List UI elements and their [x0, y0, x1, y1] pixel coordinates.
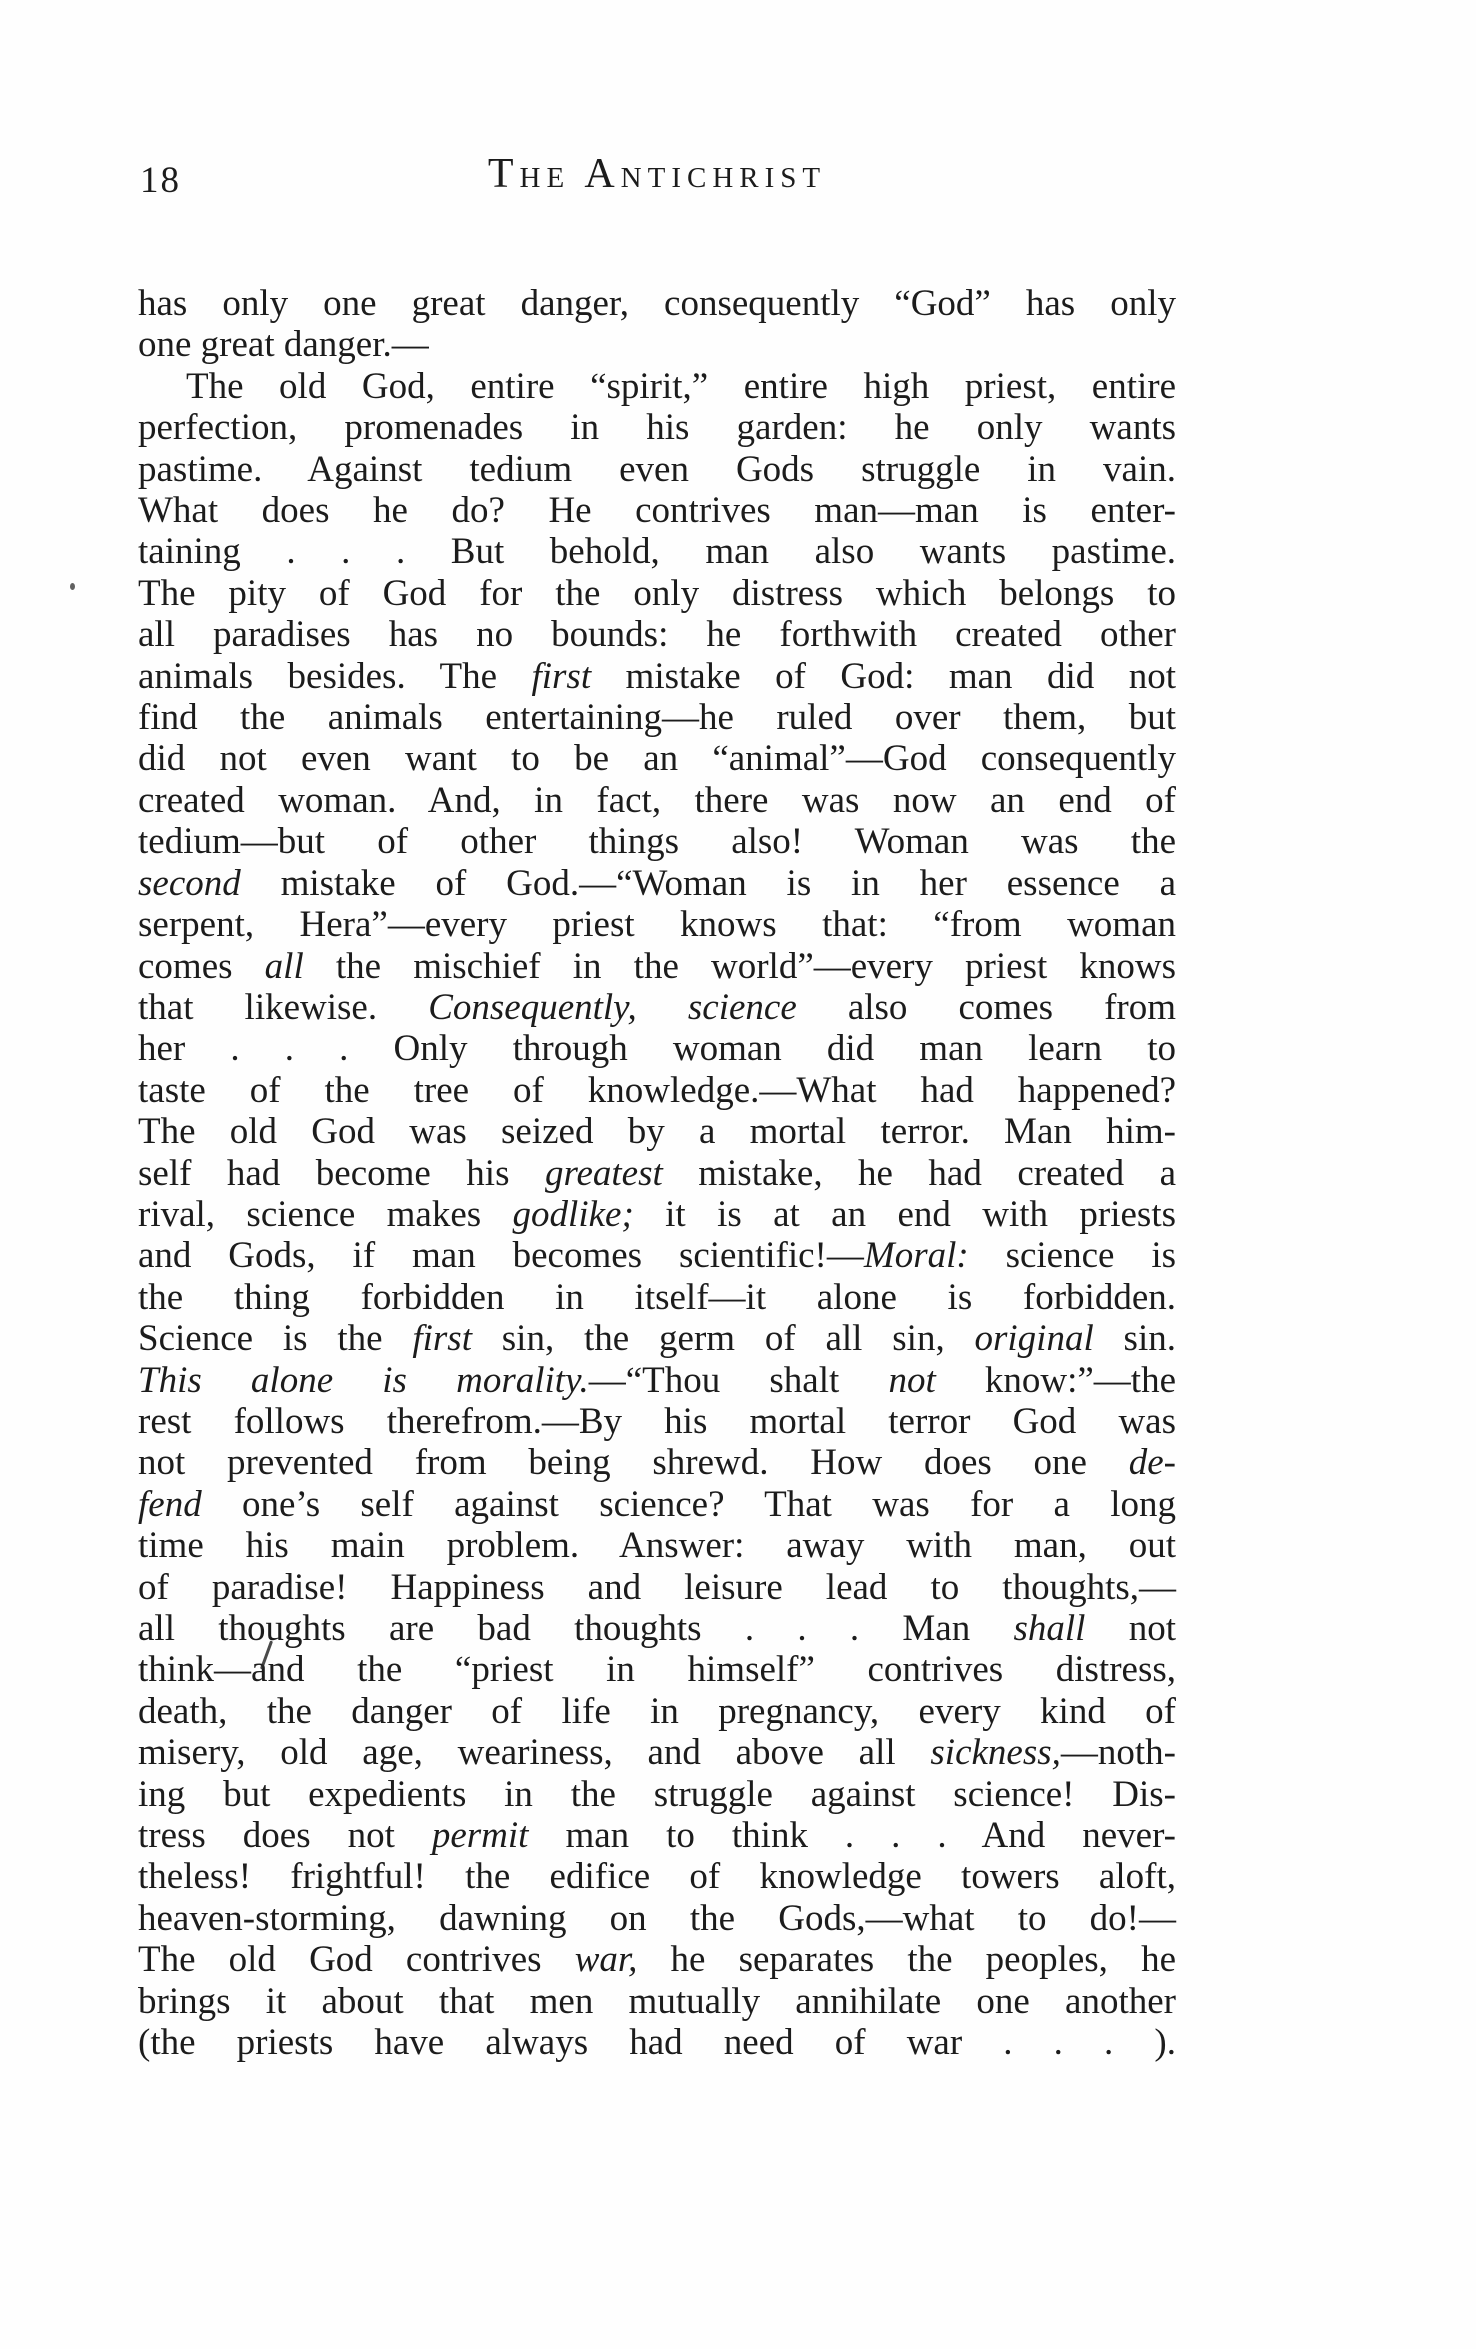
text-line: think—and the “priest in himself” contrives distress, — [138, 1649, 1176, 1691]
text-line: rival, science makes godlike; it is at an end with priests — [138, 1193, 1176, 1235]
text-line: second mistake of God.—“Woman is in her essence a — [138, 862, 1176, 904]
text-line: created woman. And, in fact, there was now an end of — [138, 779, 1176, 821]
text-line: the thing forbidden in itself—it alone is forbidden. — [138, 1276, 1176, 1318]
page-header — [138, 150, 1176, 206]
text-line: not prevented from being shrewd. How does one de- — [138, 1442, 1176, 1484]
text-line: tress does not permit man to think . . . And never- — [138, 1815, 1176, 1857]
text-line: all thoughts are bad thoughts . . . Man shall not — [138, 1608, 1177, 1649]
body-text — [138, 283, 1176, 2063]
text-line: find the animals entertaining—he ruled over them, but — [138, 697, 1176, 739]
running-title: The Antichrist — [487, 151, 827, 197]
text-line: perfection, promenades in his garden: he only wants — [138, 407, 1176, 449]
text-line: brings it about that men mutually annihilate one another — [138, 1980, 1176, 2022]
text-line: that likewise. Consequently, science also comes from — [138, 986, 1177, 1028]
text-line: fend one’s self against science? That was for a long — [138, 1483, 1176, 1525]
scan-artifact-speck — [70, 583, 75, 590]
text-line: The old God was seized by a mortal terror. Man him- — [138, 1111, 1176, 1153]
text-line: of paradise! Happiness and leisure lead to thoughts,— — [138, 1566, 1176, 1608]
text-line: misery, old age, weariness, and above all sickness,—noth- — [138, 1732, 1176, 1774]
text-line: The pity of God for the only distress which belongs to — [138, 572, 1176, 614]
text-line: pastime. Against tedium even Gods struggle in vain. — [138, 448, 1176, 490]
text-line: has only one great danger, consequently “God” has only — [138, 283, 1176, 324]
text-line: all paradises has no bounds: he forthwith created other — [138, 614, 1176, 656]
text-line: one great danger.— — [138, 324, 429, 366]
text-line: taste of the tree of knowledge.—What had happened? — [138, 1069, 1176, 1111]
text-line: rest follows therefrom.—By his mortal terror God was — [138, 1400, 1176, 1442]
text-line: taining . . . But behold, man also wants pastime. — [138, 531, 1176, 573]
text-line: comes all the mischief in the world”—every priest knows — [138, 945, 1176, 987]
text-line: did not even want to be an “animal”—God consequently — [138, 738, 1176, 780]
text-line: The old God, entire “spirit,” entire high priest, entire — [186, 365, 1176, 407]
page-number: 18 — [140, 160, 181, 201]
text-line: animals besides. The first mistake of God: man did not — [138, 655, 1176, 697]
text-line: Science is the first sin, the germ of all sin, original sin. — [138, 1318, 1176, 1360]
text-line: serpent, Hera”—every priest knows that: “from woman — [138, 904, 1176, 946]
text-line: heaven-storming, dawning on the Gods,—what to do!— — [138, 1897, 1176, 1939]
text-line: The old God contrives war, he separates the peoples, he — [138, 1939, 1176, 1981]
text-line: tedium—but of other things also! Woman was the — [138, 821, 1176, 863]
text-line: What does he do? He contrives man—man is enter- — [138, 490, 1176, 532]
text-line: her . . . Only through woman did man learn to — [138, 1028, 1176, 1070]
text-line: ing but expedients in the struggle against science! Dis- — [138, 1773, 1176, 1815]
text-line: This alone is morality.—“Thou shalt not know:”—the — [138, 1359, 1177, 1401]
text-line: death, the danger of life in pregnancy, every kind of — [138, 1690, 1176, 1732]
text-line: time his main problem. Answer: away with man, out — [138, 1525, 1176, 1567]
text-line: (the priests have always had need of war . . . ). — [138, 2022, 1176, 2064]
text-line: theless! frightful! the edifice of knowledge towers aloft, — [138, 1856, 1176, 1898]
text-line: self had become his greatest mistake, he had created a — [138, 1152, 1176, 1194]
text-line: and Gods, if man becomes scientific!—Moral: science is — [138, 1235, 1177, 1277]
